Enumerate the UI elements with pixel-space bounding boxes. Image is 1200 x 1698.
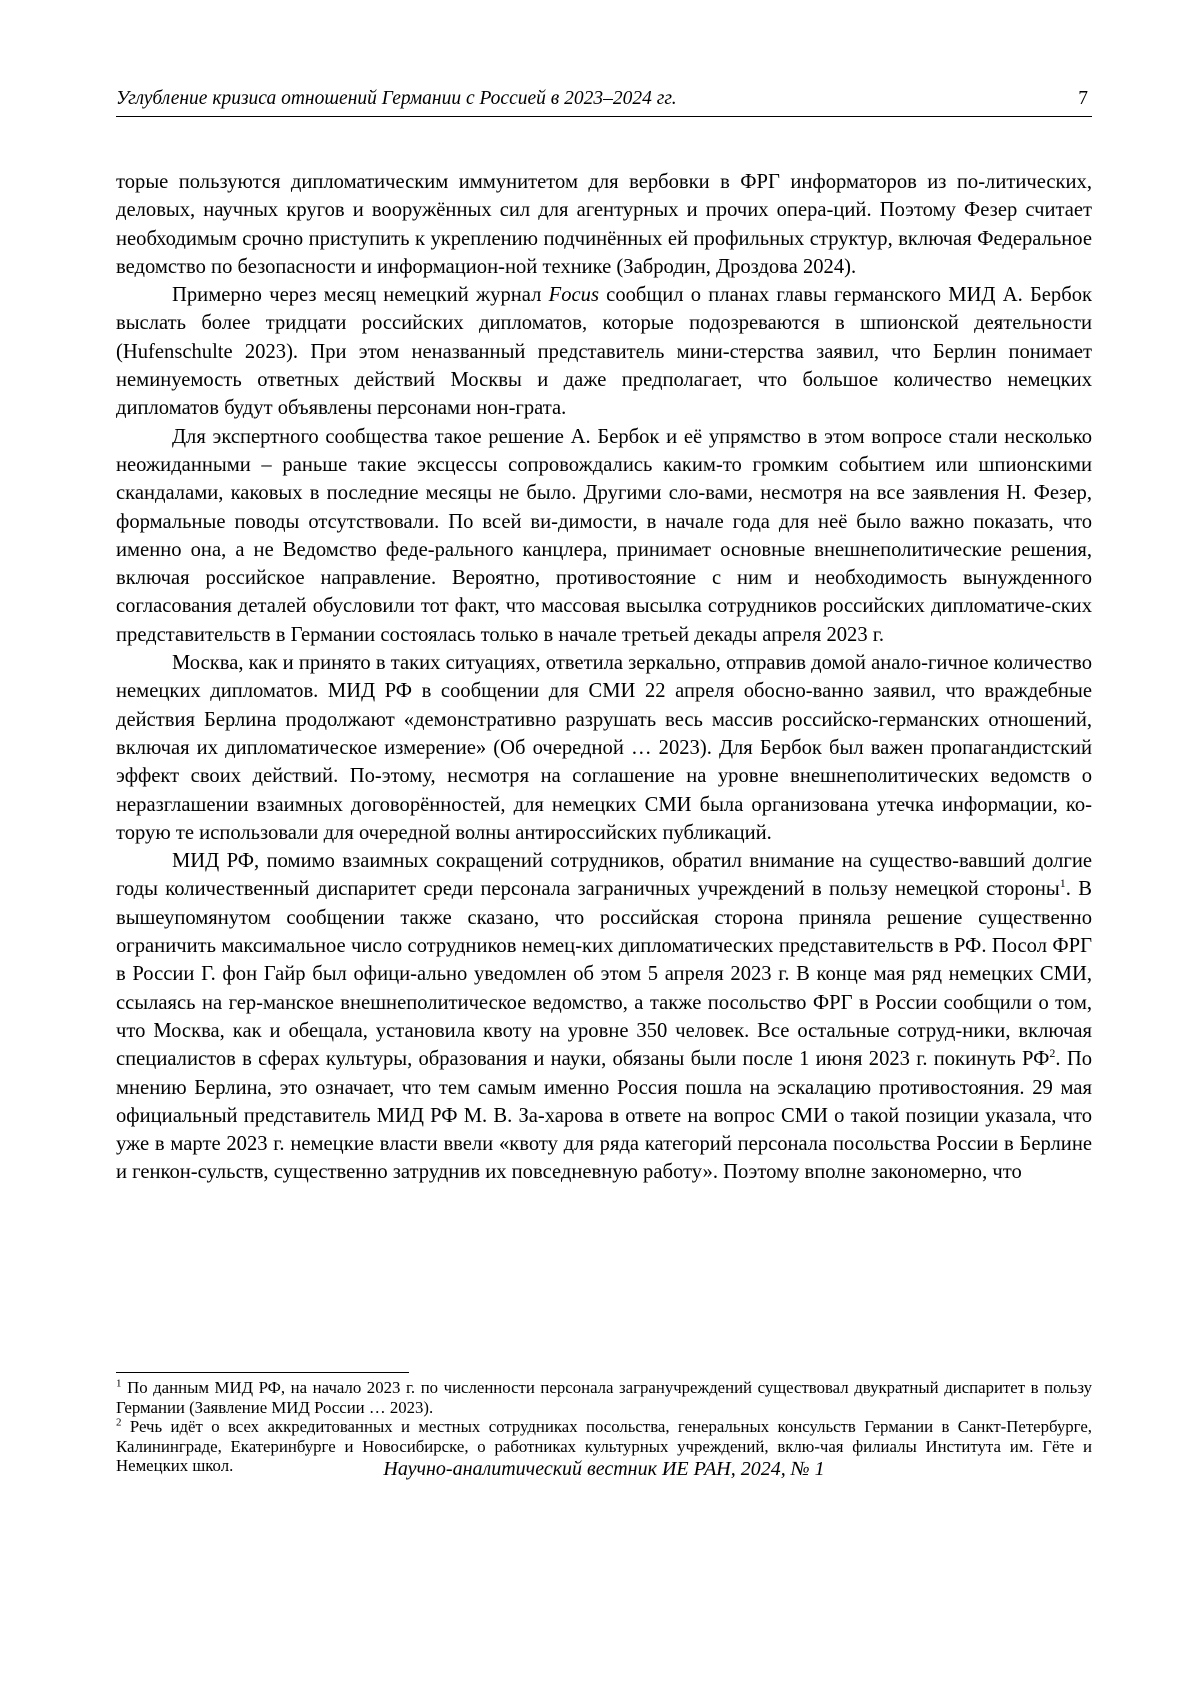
footnote-ref-2[interactable]: 2 (1049, 1046, 1056, 1061)
paragraph-2-text-a: Примерно через месяц немецкий журнал (172, 284, 549, 307)
article-body (116, 168, 1092, 1187)
footnote-1-number: 1 (116, 1377, 122, 1390)
paragraph-5 (116, 847, 1092, 1187)
journal-footer: Научно-аналитический вестник ИЕ РАН, 2024, № 1 (383, 1458, 825, 1480)
footnote-1-text: По данным МИД РФ, на начало 2023 г. по численности персонала загранучреждений существовал двукратный диспаритет в пользу Германии (Заявление МИД России … 2023). (116, 1378, 1092, 1417)
footnote-ref-1[interactable]: 1 (1059, 876, 1066, 891)
paragraph-2-text-b: сообщил о планах главы германского МИД А. Бербок выслать более тридцати российских дипломатов, которые подозреваются в шпионской деятельности (Hufenschulte 2023). При этом неназванный представитель мини-стерства заявил, что Берлин понимает неминуемость ответных действий Москвы и даже предполагает, что большое количество немецких дипломатов будут объявлены персонами нон-грата. (116, 284, 1093, 420)
footnote-2-number: 2 (116, 1416, 122, 1429)
paragraph-2 (116, 281, 1092, 422)
running-header (116, 86, 1092, 117)
footnote-2-text: Речь идёт о всех аккредитованных и местных сотрудниках посольства, генеральных консульств Германии в Санкт-Петербурге, Калининграде, Екатеринбурге и Новосибирске, о работниках культурных учреждений, вклю-чая филиалы Института им. Гёте и Немецких школ. (116, 1417, 1092, 1476)
paragraph-5-text-c: . По мнению Берлина, это означает, что тем самым именно Россия пошла на эскалацию противостояния. 29 мая официальный представитель МИД РФ М. В. За-харова в ответе на вопрос СМИ о такой позиции указала, что уже в марте 2023 г. немецкие власти ввели «квоту для ряда категорий персонала посольства России в Берлине и генкон-сульств, существенно затруднив их повседневную работу». Поэтому вполне закономерно, что (116, 1048, 1092, 1184)
paragraph-4: Москва, как и принято в таких ситуациях, ответила зеркально, отправив домой анало-гичное количество немецких дипломатов. МИД РФ в сообщении для СМИ 22 апреля обосно-ванно заявил, что враждебные действия Берлина продолжают «демонстративно разрушать весь массив российско-германских отношений, включая их дипломатическое измерение» (Об очередной … 2023). Для Бербок был важен пропагандистский эффект своих действий. По-этому, несмотря на соглашение на уровне внешнеполитических ведомств о неразглашении взаимных договорённостей, для немецких СМИ была организована утечка информации, ко-торую те использовали для очередной волны антироссийских публикаций. (116, 652, 1092, 844)
journal-name-focus: Focus (548, 284, 599, 307)
page-number: 7 (1078, 88, 1088, 109)
paragraph-5-text-a: МИД РФ, помимо взаимных сокращений сотрудников, обратил внимание на существо-вавший долгие годы количественный диспаритет среди персонала заграничных учреждений в пользу немецкой стороны (116, 850, 1092, 901)
paragraph-5-text-b: . В вышеупомянутом сообщении также сказано, что российская сторона приняла решение существенно ограничить максимальное число сотрудников немец-ких дипломатических представительств в РФ. Посол ФРГ в России Г. фон Гайр был офици-ально уведомлен об этом 5 апреля 2023 г. В конце мая ряд немецких СМИ, ссылаясь на гер-манское внешнеполитическое ведомство, а также посольство ФРГ в России сообщили о том, что Москва, как и обещала, установила квоту на уровне 350 человек. Все остальные сотруд-ники, включая специалистов в сферах культуры, образования и науки, обязаны были после 1 июня 2023 г. покинуть РФ (116, 878, 1092, 1071)
document-page (116, 0, 1092, 1698)
paragraph-1: торые пользуются дипломатическим иммунитетом для вербовки в ФРГ информаторов из по-литических, деловых, научных кругов и вооружённых сил для агентурных и прочих опера-ций. Поэтому Фезер считает необходимым срочно приступить к укреплению подчинённых ей профильных структур, включая Федеральное ведомство по безопасности и информацион-ной технике (Забродин, Дроздова 2024). (116, 171, 1092, 278)
footnote-1 (116, 1378, 1092, 1417)
paragraph-3: Для экспертного сообщества такое решение А. Бербок и её упрямство в этом вопросе стали несколько неожиданными – раньше такие эксцессы сопровождались каким-то громким событием или шпионскими скандалами, каковых в последние месяцы не было. Другими сло-вами, несмотря на все заявления Н. Фезер, формальные поводы отсутствовали. По всей ви-димости, в начале года для неё было важно показать, что именно она, а не Ведомство феде-рального канцлера, принимает основные внешнеполитические решения, включая российское направление. Вероятно, противостояние с ним и необходимость вынужденного согласования деталей обусловили тот факт, что массовая высылка сотрудников российских дипломатиче-ских представительств в Германии состоялась только в начале третьей декады апреля 2023 г. (116, 425, 1092, 646)
footnote-separator (116, 1372, 409, 1373)
running-title: Углубление кризиса отношений Германии с Россией в 2023–2024 гг. (116, 88, 677, 109)
